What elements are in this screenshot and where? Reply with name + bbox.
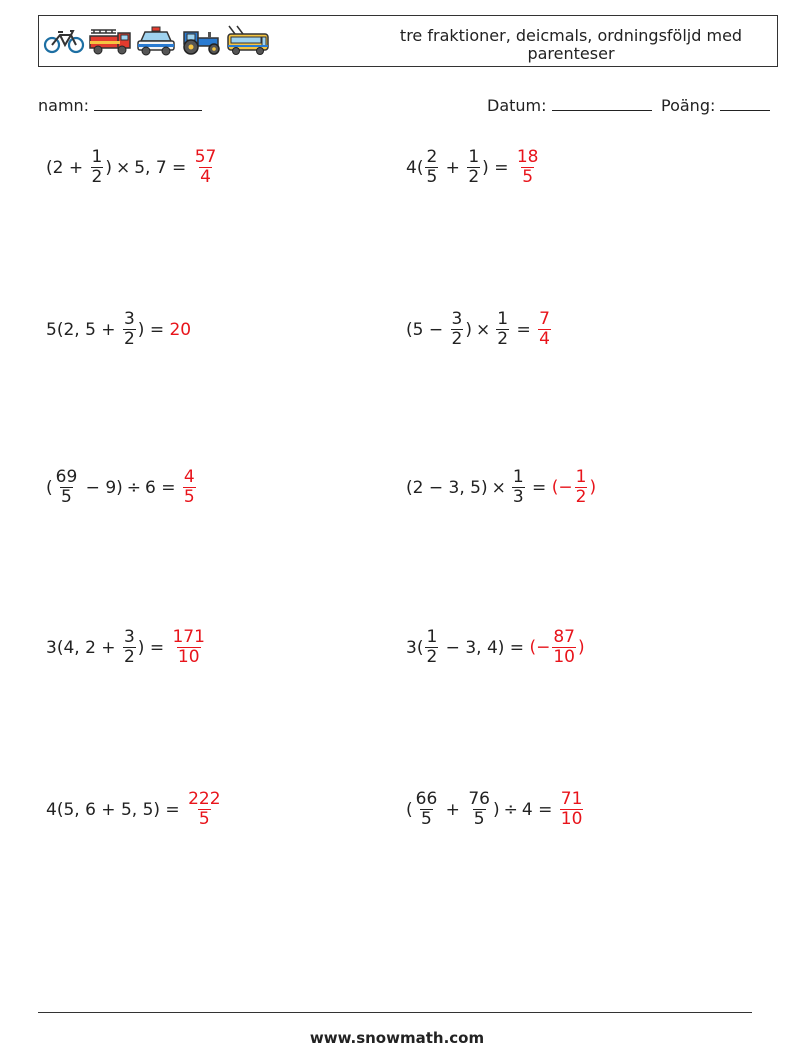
name-label: namn: bbox=[38, 96, 90, 115]
score-blank[interactable] bbox=[720, 94, 770, 111]
problem-10: ( $\frac{66}{5}$ + $\frac{76}{5}$ ) ÷ 4 = $\frac{71}{10}$ bbox=[406, 789, 583, 829]
name-blank[interactable] bbox=[94, 94, 202, 111]
footer-divider bbox=[38, 1012, 752, 1013]
problem-9: 4(5, 6 + 5, 5) = $\frac{222}{5}$ bbox=[46, 789, 221, 829]
answer-8: (− $\frac{87}{10}$ ) bbox=[529, 627, 585, 667]
answer-3: 20 bbox=[169, 319, 192, 340]
worksheet-title: tre fraktioner, deicmals, ordningsföljd med parenteser bbox=[399, 26, 743, 63]
score-field[interactable] bbox=[661, 94, 770, 115]
tractor-icon bbox=[180, 26, 222, 56]
problem-5: ( $\frac{69}{5}$ − 9) ÷ 6 = $\frac{4}{5}$ bbox=[46, 467, 195, 507]
date-field[interactable] bbox=[487, 94, 652, 115]
name-field[interactable] bbox=[38, 94, 202, 115]
score-label: Poäng: bbox=[661, 96, 716, 115]
answer-6: (− $\frac{1}{2}$ ) bbox=[551, 467, 597, 507]
date-blank[interactable] bbox=[552, 94, 652, 111]
header-icons bbox=[43, 24, 271, 58]
trolleybus-icon bbox=[225, 24, 271, 58]
bicycle-icon bbox=[43, 27, 85, 55]
problem-3: 5(2, 5 + $\frac{3}{2}$ ) = 20 bbox=[46, 309, 192, 349]
answer-2: $\frac{18}{5}$ bbox=[516, 147, 539, 187]
date-label: Datum: bbox=[487, 96, 547, 115]
problem-6: (2 − 3, 5) × $\frac{1}{3}$ = (− $\frac{1}{2}$ ) bbox=[406, 467, 597, 507]
answer-1: $\frac{57}{4}$ bbox=[194, 147, 217, 187]
problem-4: (5 − $\frac{3}{2}$ ) × $\frac{1}{2}$ = $\frac{7}{4}$ bbox=[406, 309, 550, 349]
answer-10: $\frac{71}{10}$ bbox=[560, 789, 583, 829]
police-car-icon bbox=[135, 25, 177, 57]
fire-truck-icon bbox=[88, 26, 132, 56]
problem-2: 4( $\frac{2}{5}$ + $\frac{1}{2}$ ) = $\frac{18}{5}$ bbox=[406, 147, 539, 187]
footer-url[interactable]: www.snowmath.com bbox=[309, 1029, 485, 1047]
header-box bbox=[38, 15, 778, 67]
problem-7: 3(4, 2 + $\frac{3}{2}$ ) = $\frac{171}{10}$ bbox=[46, 627, 205, 667]
answer-4: $\frac{7}{4}$ bbox=[539, 309, 550, 349]
problem-1: (2 + $\frac{1}{2}$ ) × 5, 7 = $\frac{57}{4}$ bbox=[46, 147, 217, 187]
answer-7: $\frac{171}{10}$ bbox=[172, 627, 205, 667]
answer-5: $\frac{4}{5}$ bbox=[183, 467, 195, 507]
answer-9: $\frac{222}{5}$ bbox=[188, 789, 221, 829]
problem-8: 3( $\frac{1}{2}$ − 3, 4) = (− $\frac{87}{10}$ ) bbox=[406, 627, 585, 667]
